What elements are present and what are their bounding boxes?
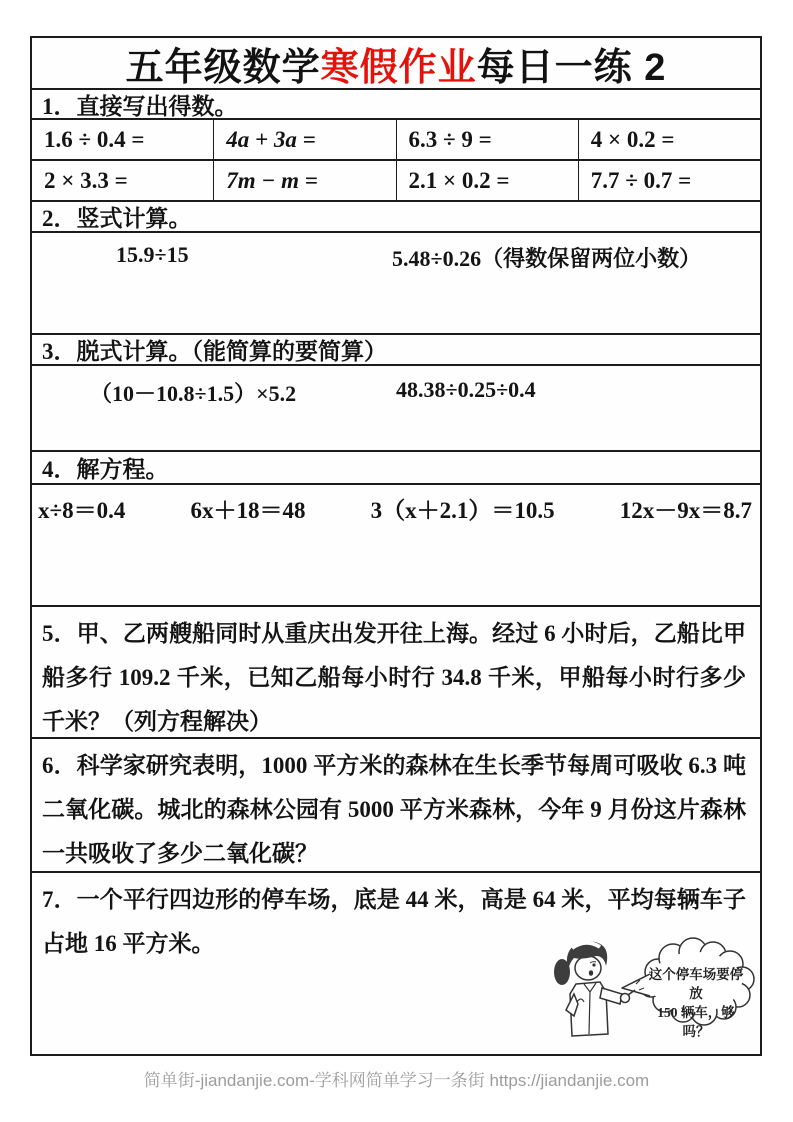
title-text-right: 每日一练 2 xyxy=(476,46,667,89)
calc-cell: 2 × 3.3 = xyxy=(32,161,214,200)
footer-watermark: 简单街-jiandanjie.com-学科网简单学习一条街 https://jiandanjie.com xyxy=(143,1071,650,1090)
section2-header-label: 2．竖式计算。 xyxy=(42,206,192,231)
calc-cell: 1.6 ÷ 0.4 = xyxy=(32,120,214,159)
oral-calc-row-2 xyxy=(32,161,760,202)
calc-cell: 7.7 ÷ 0.7 = xyxy=(590,167,692,193)
calc-cell: 6.3 ÷ 9 = xyxy=(397,120,579,159)
section4-header-label: 4．解方程。 xyxy=(42,457,169,482)
speech-bubble-line-2: 150 辆车，够吗？ xyxy=(657,1005,735,1039)
page-title xyxy=(32,38,760,90)
word-problem-6: 6．科学家研究表明，1000 平方米的森林在生长季节每周可吸收 6.3 吨二氧化碳。城北的森林公园有 5000 平方米森林，今年 9 月份这片森林一共吸收了多少二氧化碳？ xyxy=(32,739,760,873)
equation-3: 3（x＋2.1）＝10.5 xyxy=(370,498,555,523)
speech-bubble-line-1: 这个停车场要停放 xyxy=(648,967,744,1001)
calc-cell: 7m − m = xyxy=(214,161,396,200)
equation-2: 6x＋18＝48 xyxy=(190,498,306,523)
worksheet-table xyxy=(30,36,762,1056)
word-problem-7-text: 7．一个平行四边形的停车场，底是 44 米，高是 64 米，平均每辆车子占地 16 平方米。 xyxy=(42,887,746,956)
section2-header xyxy=(32,202,760,233)
equation-4: 12x－9x＝8.7 xyxy=(619,498,752,523)
vertical-calc-problem-2: 5.48÷0.26（得数保留两位小数） xyxy=(392,246,702,271)
calc-cell: 2.1 × 0.2 = xyxy=(397,161,579,200)
section2-workspace xyxy=(32,233,760,335)
word-problem-7 xyxy=(32,873,760,1054)
section4-workspace xyxy=(32,485,760,607)
vertical-calc-problem-1: 15.9÷15 xyxy=(116,242,189,267)
section1-header-label: 1．直接写出得数。 xyxy=(42,93,238,119)
calc-cell: 4 × 0.2 = xyxy=(590,126,675,152)
oral-calc-row-1 xyxy=(32,120,760,161)
section3-header-label: 3．脱式计算。（能简算的要简算） xyxy=(42,339,387,364)
section1-header xyxy=(32,90,760,120)
stepwise-calc-problem-1: （10－10.8÷1.5）×5.2 xyxy=(90,381,297,406)
title-text-left: 五年级数学 xyxy=(125,46,321,89)
speech-bubble-text xyxy=(645,965,747,1041)
cartoon-figure xyxy=(546,934,758,1048)
equation-1: x÷8＝0.4 xyxy=(38,498,126,523)
calc-cell: 4a + 3a = xyxy=(214,120,396,159)
title-text-accent: 寒假作业 xyxy=(320,46,477,89)
stepwise-calc-problem-2: 48.38÷0.25÷0.4 xyxy=(396,377,536,402)
word-problem-5: 5．甲、乙两艘船同时从重庆出发开往上海。经过 6 小时后，乙船比甲船多行 109.2 千米，已知乙船每小时行 34.8 千米，甲船每小时行多少千米？（列方程解决） xyxy=(32,607,760,739)
section3-workspace xyxy=(32,366,760,452)
section3-header xyxy=(32,335,760,366)
section4-header xyxy=(32,452,760,485)
